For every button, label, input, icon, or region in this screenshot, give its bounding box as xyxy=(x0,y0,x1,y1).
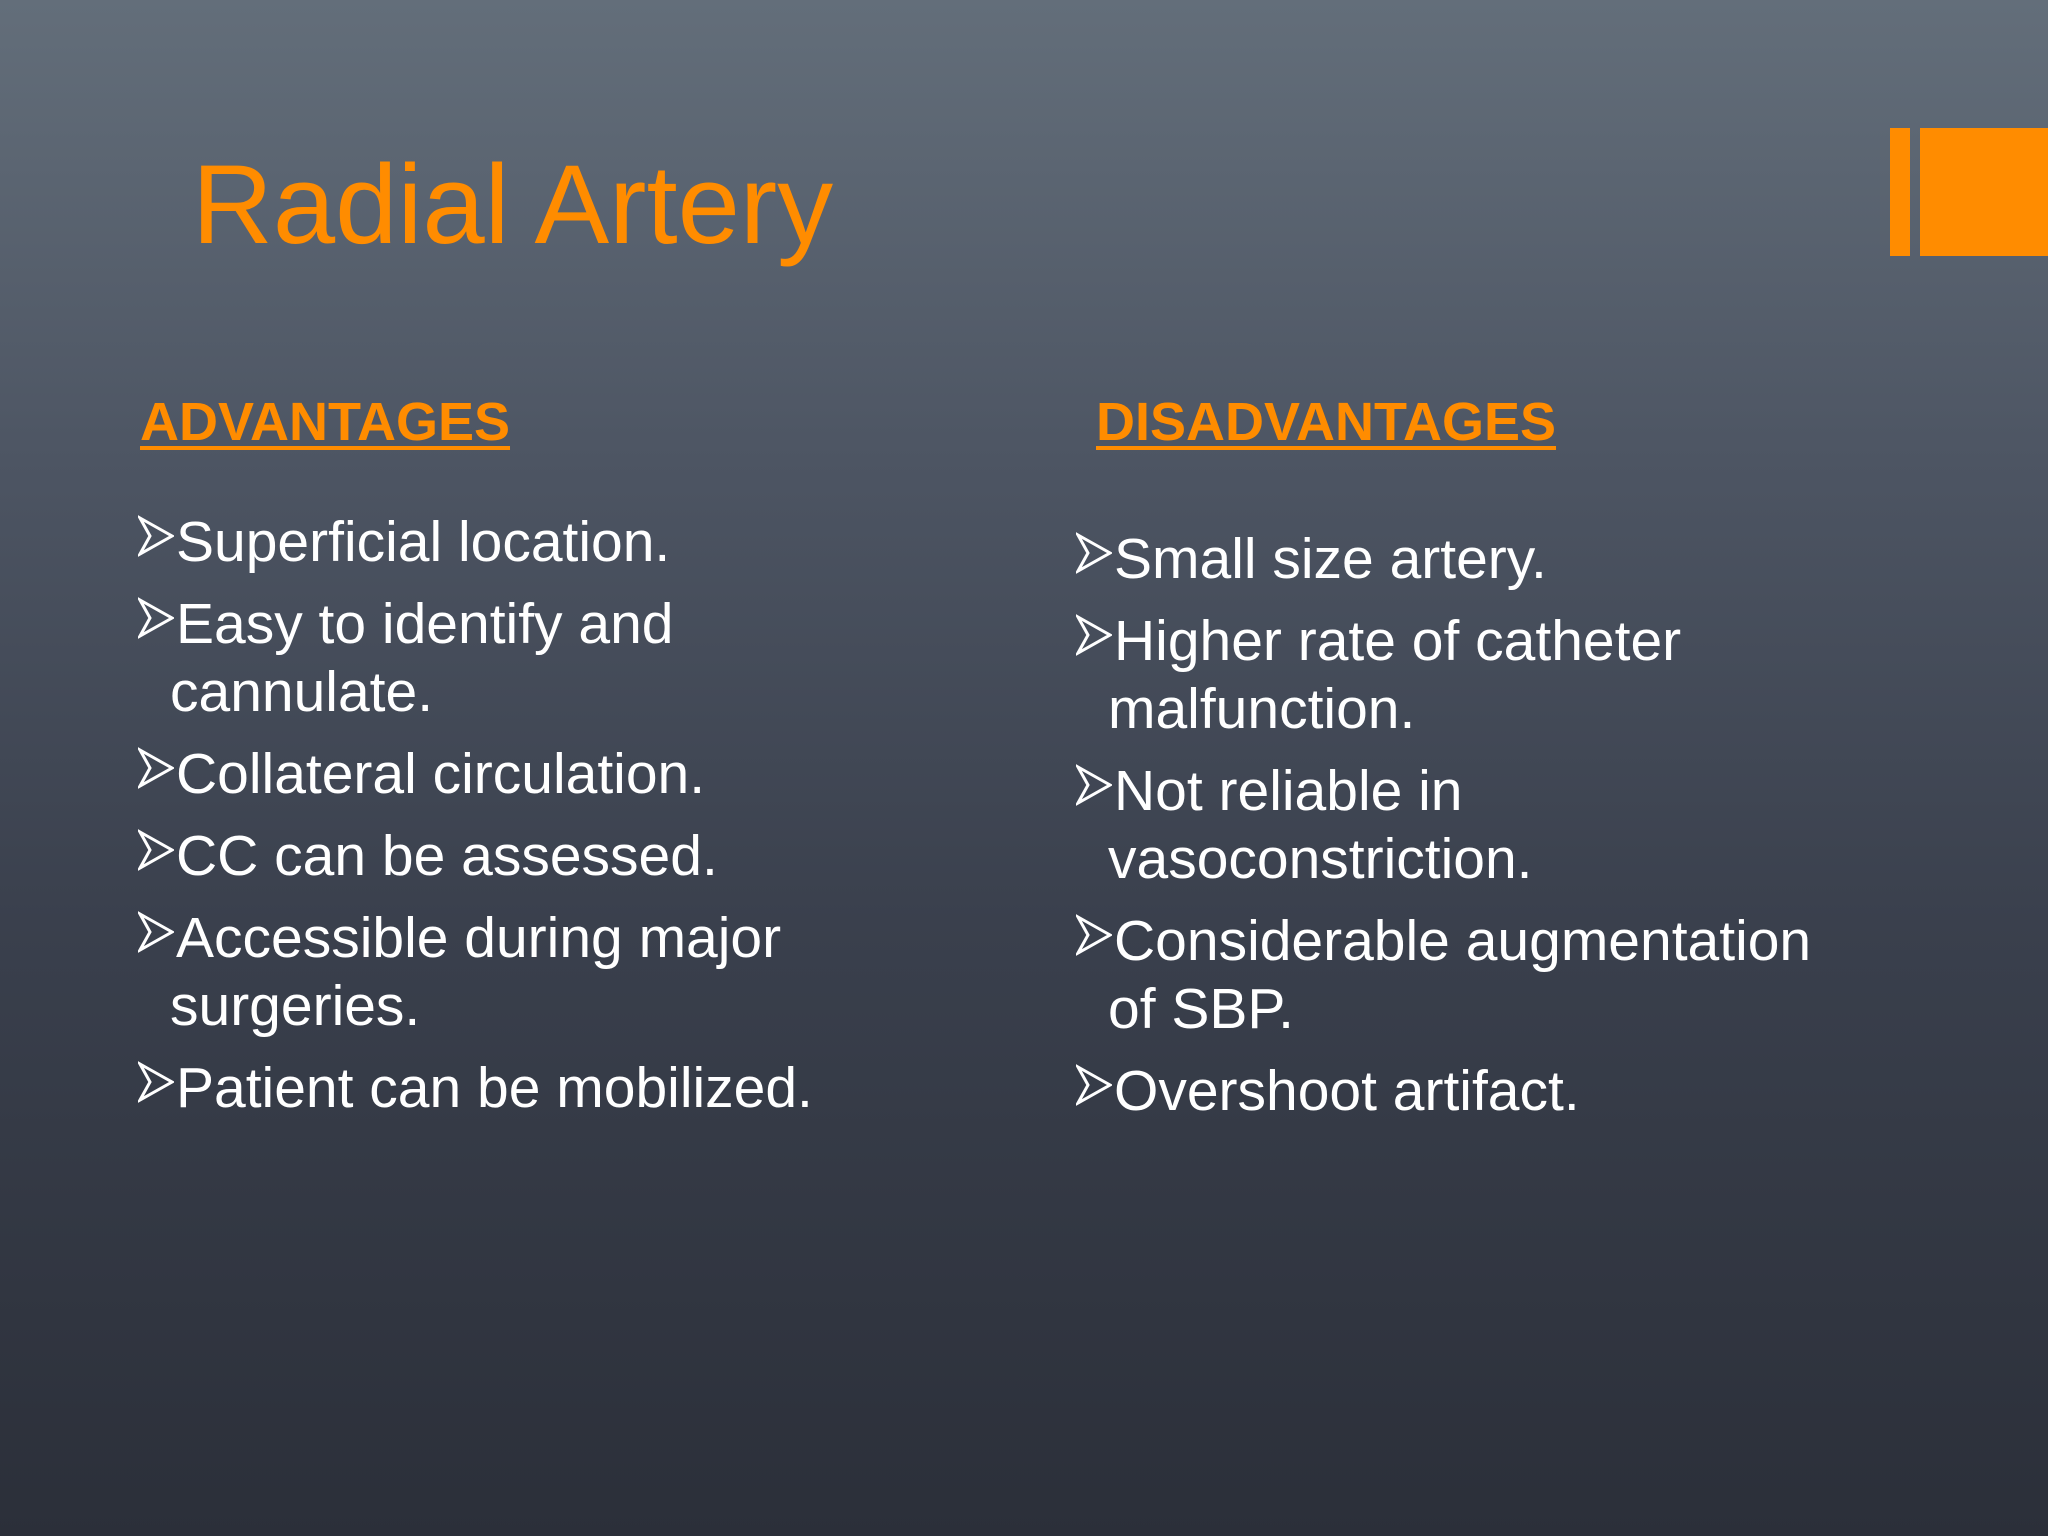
bullet-text xyxy=(1108,607,1976,743)
arrow-bullet-icon xyxy=(138,514,174,558)
bullet-text xyxy=(1114,1057,1976,1125)
bullet-line: Superficial location. xyxy=(176,510,671,574)
bullet-line: Collateral circulation. xyxy=(176,742,706,806)
bullet-text xyxy=(170,590,998,726)
bullet-item xyxy=(138,740,998,808)
slide-title: Radial Artery xyxy=(192,142,834,267)
bullet-item xyxy=(1076,757,1976,893)
arrow-bullet-icon xyxy=(138,596,174,640)
bullet-line: vasoconstriction. xyxy=(1108,827,1533,891)
bullet-line: Small size artery. xyxy=(1114,527,1547,591)
bullet-item xyxy=(1076,525,1976,593)
arrow-bullet-icon xyxy=(1076,763,1112,807)
arrow-bullet-icon xyxy=(1076,531,1112,575)
bullet-item xyxy=(138,508,998,576)
bullet-line: Higher rate of catheter xyxy=(1114,609,1682,673)
bullet-line: cannulate. xyxy=(170,660,434,724)
disadvantages-heading: DISADVANTAGES xyxy=(1096,392,1557,452)
bullet-item xyxy=(1076,907,1976,1043)
bullet-line: malfunction. xyxy=(1108,677,1416,741)
bullet-text xyxy=(1108,757,1976,893)
accent-bar xyxy=(1890,128,1910,256)
arrow-bullet-icon xyxy=(138,1060,174,1104)
advantages-heading: ADVANTAGES xyxy=(140,392,511,452)
bullet-item xyxy=(138,822,998,890)
arrow-bullet-icon xyxy=(1076,1063,1112,1107)
bullet-text xyxy=(170,904,998,1040)
advantages-list xyxy=(138,508,998,1136)
bullet-text xyxy=(176,1054,998,1122)
bullet-item xyxy=(138,1054,998,1122)
arrow-bullet-icon xyxy=(1076,913,1112,957)
bullet-text xyxy=(1108,907,1976,1043)
bullet-item xyxy=(1076,1057,1976,1125)
arrow-bullet-icon xyxy=(138,746,174,790)
bullet-line: Easy to identify and xyxy=(176,592,674,656)
bullet-line: Accessible during major xyxy=(176,906,782,970)
bullet-text xyxy=(176,508,998,576)
bullet-item xyxy=(138,590,998,726)
bullet-item xyxy=(1076,607,1976,743)
arrow-bullet-icon xyxy=(1076,613,1112,657)
bullet-text xyxy=(1114,525,1976,593)
disadvantages-list xyxy=(1076,525,1976,1139)
bullet-text xyxy=(176,822,998,890)
arrow-bullet-icon xyxy=(138,828,174,872)
bullet-line: Patient can be mobilized. xyxy=(176,1056,813,1120)
bullet-item xyxy=(138,904,998,1040)
bullet-line: Overshoot artifact. xyxy=(1114,1059,1580,1123)
bullet-line: surgeries. xyxy=(170,974,421,1038)
bullet-line: Not reliable in xyxy=(1114,759,1463,823)
accent-block xyxy=(1920,128,2048,256)
arrow-bullet-icon xyxy=(138,910,174,954)
bullet-line: Considerable augmentation xyxy=(1114,909,1812,973)
bullet-line: of SBP. xyxy=(1108,977,1294,1041)
bullet-line: CC can be assessed. xyxy=(176,824,718,888)
bullet-text xyxy=(176,740,998,808)
